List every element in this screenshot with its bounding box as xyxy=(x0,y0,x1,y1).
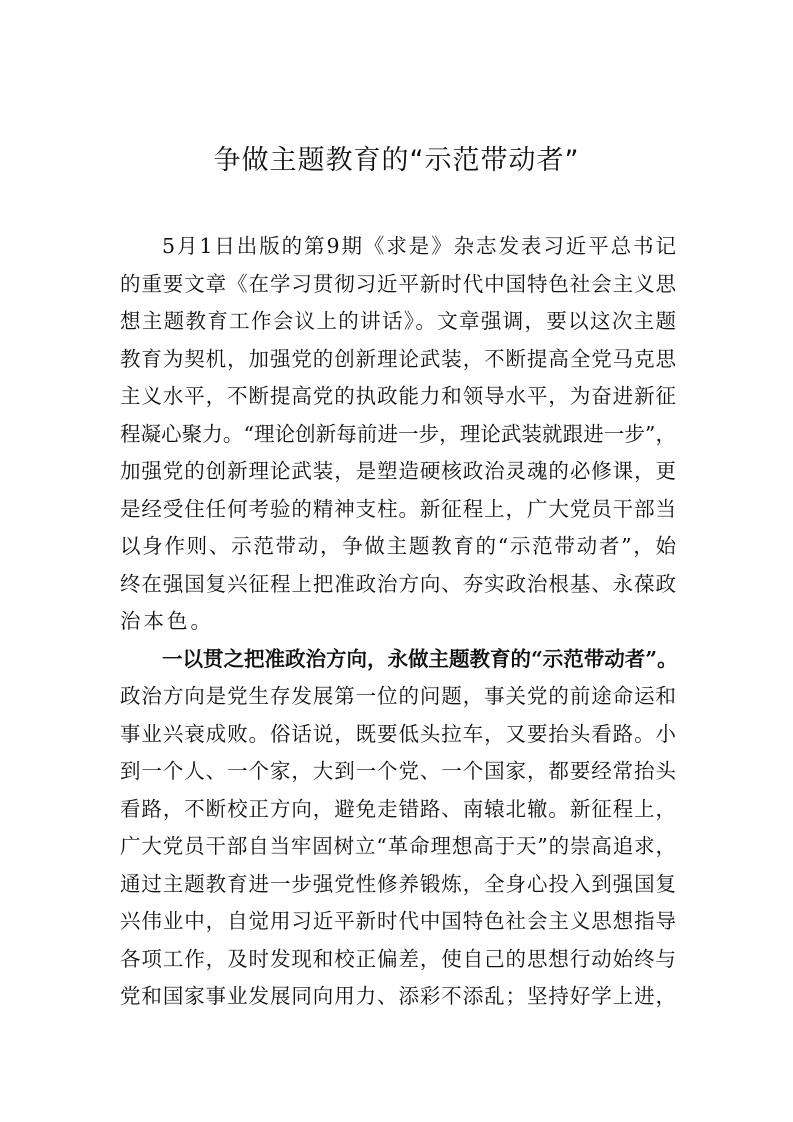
paragraph-line: 通过主题教育进一步强党性修养锻炼，全身心投入到强国复 xyxy=(120,871,676,896)
paragraph-line: 终在强国复兴征程上把准政治方向、夯实政治根基、永葆政 xyxy=(120,571,676,596)
paragraph-line: 到一个人、一个家，大到一个党、一个国家，都要经常抬头 xyxy=(120,759,676,783)
paragraph-line: 政治方向是党生存发展第一位的问题，事关党的前途命运和 xyxy=(120,684,676,708)
paragraph-line: 广大党员干部自当牢固树立“革命理想高于天”的崇高追求， xyxy=(120,834,676,858)
document-title: 争做主题教育的“示范带动者” xyxy=(213,145,580,176)
section-heading: 一以贯之把准政治方向，永做主题教育的“示范带动者”。 xyxy=(162,646,678,671)
document-body xyxy=(120,228,676,1016)
paragraph-line: 想主题教育工作会议上的讲话》。文章强调，要以这次主题 xyxy=(120,309,676,333)
paragraph-line: 党和国家事业发展同向用力、添彩不添乱；坚持好学上进， xyxy=(120,984,676,1008)
paragraph-line: 主义水平，不断提高党的执政能力和领导水平，为奋进新征 xyxy=(120,384,676,408)
paragraph-line: 5月1日出版的第9期《求是》杂志发表习近平总书记 xyxy=(162,234,676,258)
paragraph-line: 程凝心聚力。“理论创新每前进一步，理论武装就跟进一步”， xyxy=(120,421,676,446)
paragraph-line: 看路，不断校正方向，避免走错路、南辕北辙。新征程上， xyxy=(120,796,676,821)
paragraph-line: 的重要文章《在学习贯彻习近平新时代中国特色社会主义思 xyxy=(120,271,676,296)
paragraph-line: 以身作则、示范带动，争做主题教育的“示范带动者”，始 xyxy=(120,534,676,558)
paragraph-line: 事业兴衰成败。俗话说，既要低头拉车，又要抬头看路。小 xyxy=(120,721,676,746)
paragraph-line: 教育为契机，加强党的创新理论武装，不断提高全党马克思 xyxy=(120,346,676,371)
paragraph-line: 治本色。 xyxy=(120,609,214,633)
paragraph-line: 兴伟业中，自觉用习近平新时代中国特色社会主义思想指导 xyxy=(120,909,676,933)
paragraph-line: 是经受住任何考验的精神支柱。新征程上，广大党员干部当 xyxy=(120,496,676,521)
paragraph-line: 各项工作，及时发现和校正偏差，使自己的思想行动始终与 xyxy=(120,946,676,971)
paragraph-line: 加强党的创新理论武装，是塑造硬核政治灵魂的必修课，更 xyxy=(120,459,676,483)
